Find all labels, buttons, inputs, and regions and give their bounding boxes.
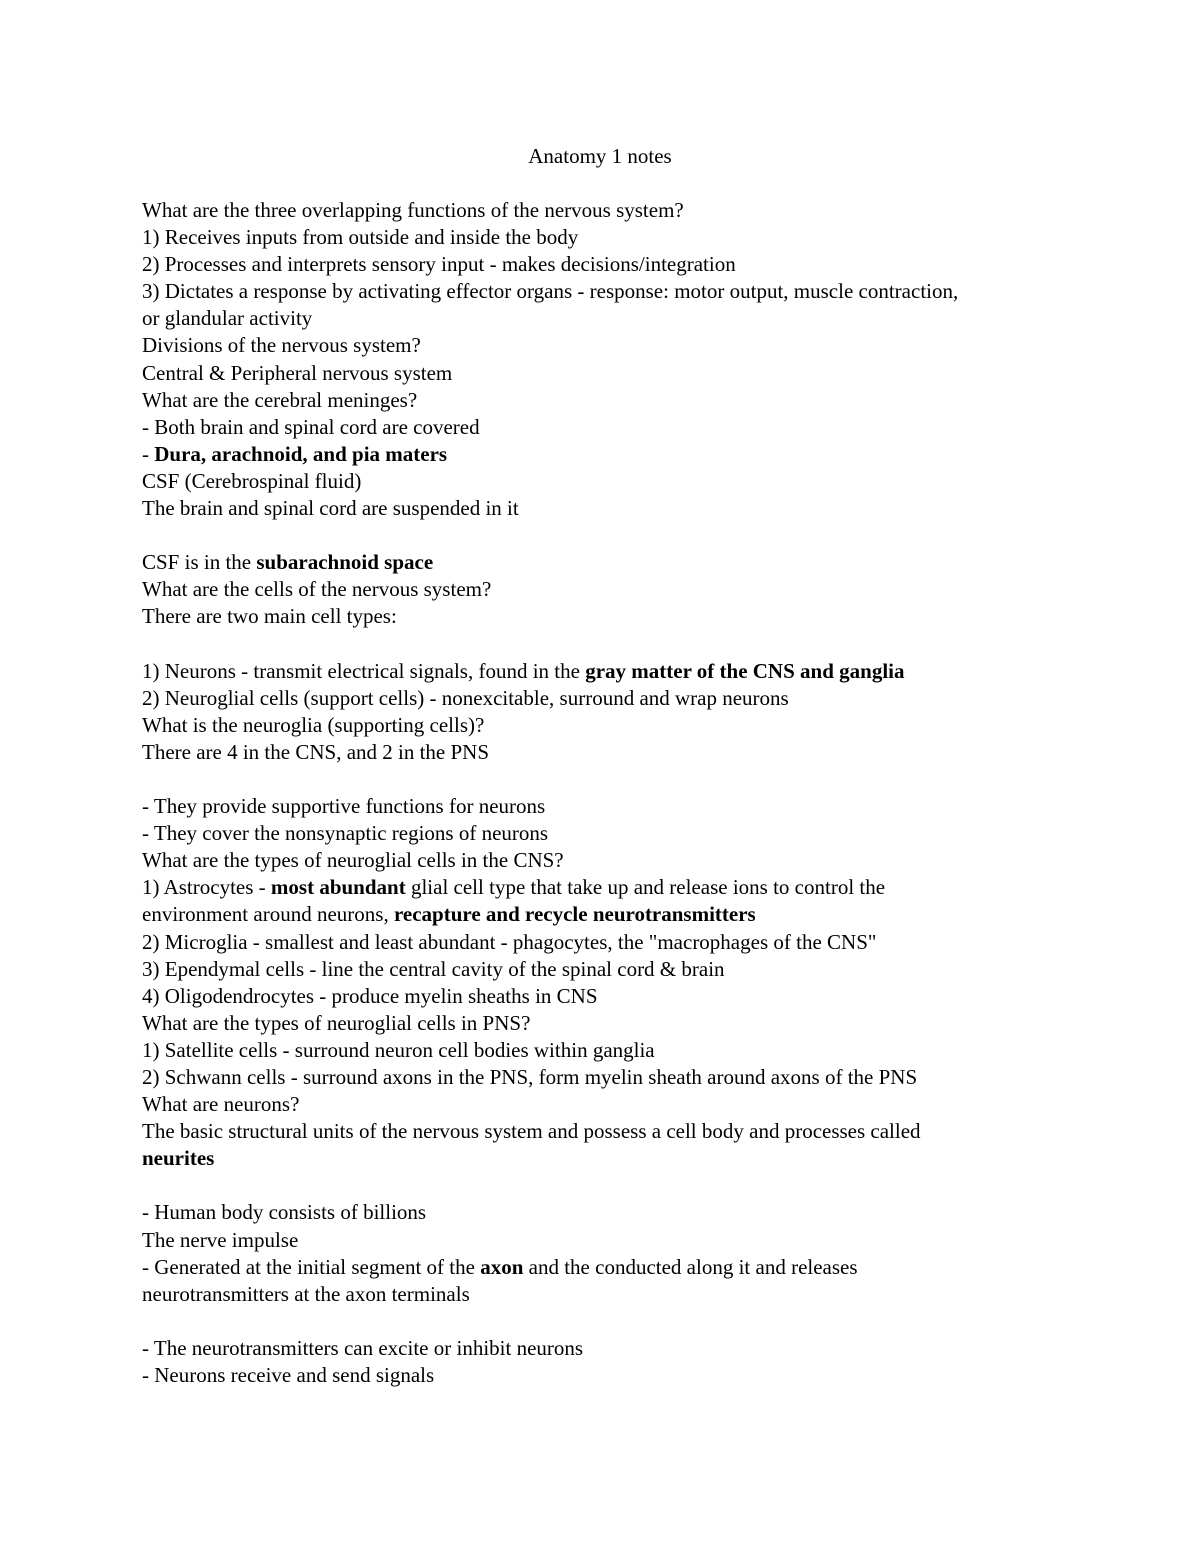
text-line bbox=[142, 414, 1072, 441]
text-run: neurotransmitters at the axon terminals bbox=[142, 1281, 470, 1306]
text-line bbox=[142, 1118, 1072, 1145]
text-run: CSF (Cerebrospinal fluid) bbox=[142, 468, 362, 493]
text-run: - bbox=[142, 441, 155, 466]
bold-text: subarachnoid space bbox=[256, 550, 434, 575]
bold-text: most abundant bbox=[270, 875, 406, 900]
text-run: 1) Neurons - transmit electrical signals, found in the bbox=[142, 658, 586, 683]
text-line bbox=[142, 360, 1072, 387]
text-run: What are the cerebral meninges? bbox=[142, 387, 418, 412]
bold-text: axon bbox=[480, 1254, 524, 1279]
text-line bbox=[142, 1010, 1072, 1037]
text-line bbox=[142, 197, 1072, 224]
text-run: - Both brain and spinal cord are covered bbox=[142, 414, 480, 439]
text-run: 2) Microglia - smallest and least abundant - phagocytes, the "macrophages of the CNS" bbox=[142, 929, 877, 954]
text-line bbox=[142, 1199, 1072, 1226]
text-line bbox=[142, 712, 1072, 739]
bold-text: gray matter of the CNS and ganglia bbox=[585, 658, 905, 683]
text-line bbox=[142, 332, 1072, 359]
blank-line bbox=[142, 1172, 1072, 1199]
text-run: 1) Astrocytes - bbox=[142, 875, 271, 900]
text-line bbox=[142, 603, 1072, 630]
text-run: and the conducted along it and releases bbox=[523, 1254, 858, 1279]
text-line bbox=[142, 1362, 1072, 1389]
text-line bbox=[142, 441, 1072, 468]
text-run: 4) Oligodendrocytes - produce myelin sheaths in CNS bbox=[142, 983, 598, 1008]
text-run: CSF is in the bbox=[142, 550, 257, 575]
text-run: Divisions of the nervous system? bbox=[142, 333, 421, 358]
blank-line bbox=[142, 766, 1072, 793]
text-run: - Human body consists of billions bbox=[142, 1200, 427, 1225]
text-line bbox=[142, 874, 1072, 901]
text-run: There are 4 in the CNS, and 2 in the PNS bbox=[142, 739, 490, 764]
blank-line bbox=[142, 1308, 1072, 1335]
text-line bbox=[142, 685, 1072, 712]
text-run: 3) Ependymal cells - line the central cavity of the spinal cord & brain bbox=[142, 956, 725, 981]
text-line bbox=[142, 305, 1072, 332]
text-line bbox=[142, 1335, 1072, 1362]
text-line bbox=[142, 1281, 1072, 1308]
text-line bbox=[142, 1145, 1072, 1172]
page-title: Anatomy 1 notes bbox=[528, 144, 672, 168]
text-run: What are the types of neuroglial cells in the CNS? bbox=[142, 848, 564, 873]
text-run: - They cover the nonsynaptic regions of neurons bbox=[142, 821, 549, 846]
text-line bbox=[142, 1091, 1072, 1118]
document-body bbox=[142, 197, 1072, 1389]
text-run: There are two main cell types: bbox=[142, 604, 397, 629]
text-line bbox=[142, 983, 1072, 1010]
text-line bbox=[142, 495, 1072, 522]
text-line bbox=[142, 847, 1072, 874]
text-run: What are the three overlapping functions of the nervous system? bbox=[142, 198, 684, 222]
text-run: - The neurotransmitters can excite or inhibit neurons bbox=[142, 1335, 584, 1360]
text-run: What are the types of neuroglial cells in PNS? bbox=[142, 1010, 531, 1035]
text-line bbox=[142, 658, 1072, 685]
text-line bbox=[142, 251, 1072, 278]
text-line bbox=[142, 793, 1072, 820]
text-line bbox=[142, 1254, 1072, 1281]
blank-line bbox=[142, 522, 1072, 549]
text-run: 2) Schwann cells - surround axons in the PNS, form myelin sheath around axons of the PNS bbox=[142, 1065, 918, 1089]
text-line bbox=[142, 1037, 1072, 1064]
text-line bbox=[142, 1064, 1072, 1091]
text-run: The nerve impulse bbox=[142, 1227, 299, 1252]
text-line bbox=[142, 468, 1072, 495]
text-run: 1) Satellite cells - surround neuron cell bodies within ganglia bbox=[142, 1037, 655, 1062]
text-run: The basic structural units of the nervous system and possess a cell body and processes called bbox=[142, 1119, 921, 1144]
text-run: Central & Peripheral nervous system bbox=[142, 360, 453, 385]
text-line bbox=[142, 1227, 1072, 1254]
text-run: What is the neuroglia (supporting cells)? bbox=[142, 712, 485, 737]
text-line bbox=[142, 956, 1072, 983]
text-line bbox=[142, 739, 1072, 766]
text-line bbox=[142, 929, 1072, 956]
text-line bbox=[142, 901, 1072, 928]
text-run: - They provide supportive functions for neurons bbox=[142, 794, 546, 819]
text-line bbox=[142, 549, 1072, 576]
bold-text: Dura, arachnoid, and pia maters bbox=[154, 441, 448, 466]
text-run: 3) Dictates a response by activating effector organs - response: motor output, muscle contraction, bbox=[142, 279, 959, 304]
text-run: What are neurons? bbox=[142, 1092, 300, 1117]
text-line bbox=[142, 576, 1072, 603]
text-run: environment around neurons, bbox=[142, 902, 394, 927]
text-run: or glandular activity bbox=[142, 306, 313, 331]
text-line bbox=[142, 278, 1072, 305]
text-run: 1) Receives inputs from outside and inside the body bbox=[142, 225, 579, 250]
blank-line bbox=[142, 631, 1072, 658]
bold-text: recapture and recycle neurotransmitters bbox=[393, 902, 756, 927]
text-line bbox=[142, 224, 1072, 251]
bold-text: neurites bbox=[142, 1146, 215, 1171]
text-run: 2) Processes and interprets sensory input - makes decisions/integration bbox=[142, 252, 736, 277]
text-run: The brain and spinal cord are suspended in it bbox=[142, 496, 519, 521]
text-line bbox=[142, 387, 1072, 414]
text-run: 2) Neuroglial cells (support cells) - nonexcitable, surround and wrap neurons bbox=[142, 685, 789, 710]
text-line bbox=[142, 820, 1072, 847]
text-run: - Neurons receive and send signals bbox=[142, 1363, 435, 1388]
text-run: What are the cells of the nervous system? bbox=[142, 577, 492, 602]
text-run: glial cell type that take up and release ions to control the bbox=[405, 875, 886, 900]
text-run: - Generated at the initial segment of the bbox=[142, 1254, 481, 1279]
